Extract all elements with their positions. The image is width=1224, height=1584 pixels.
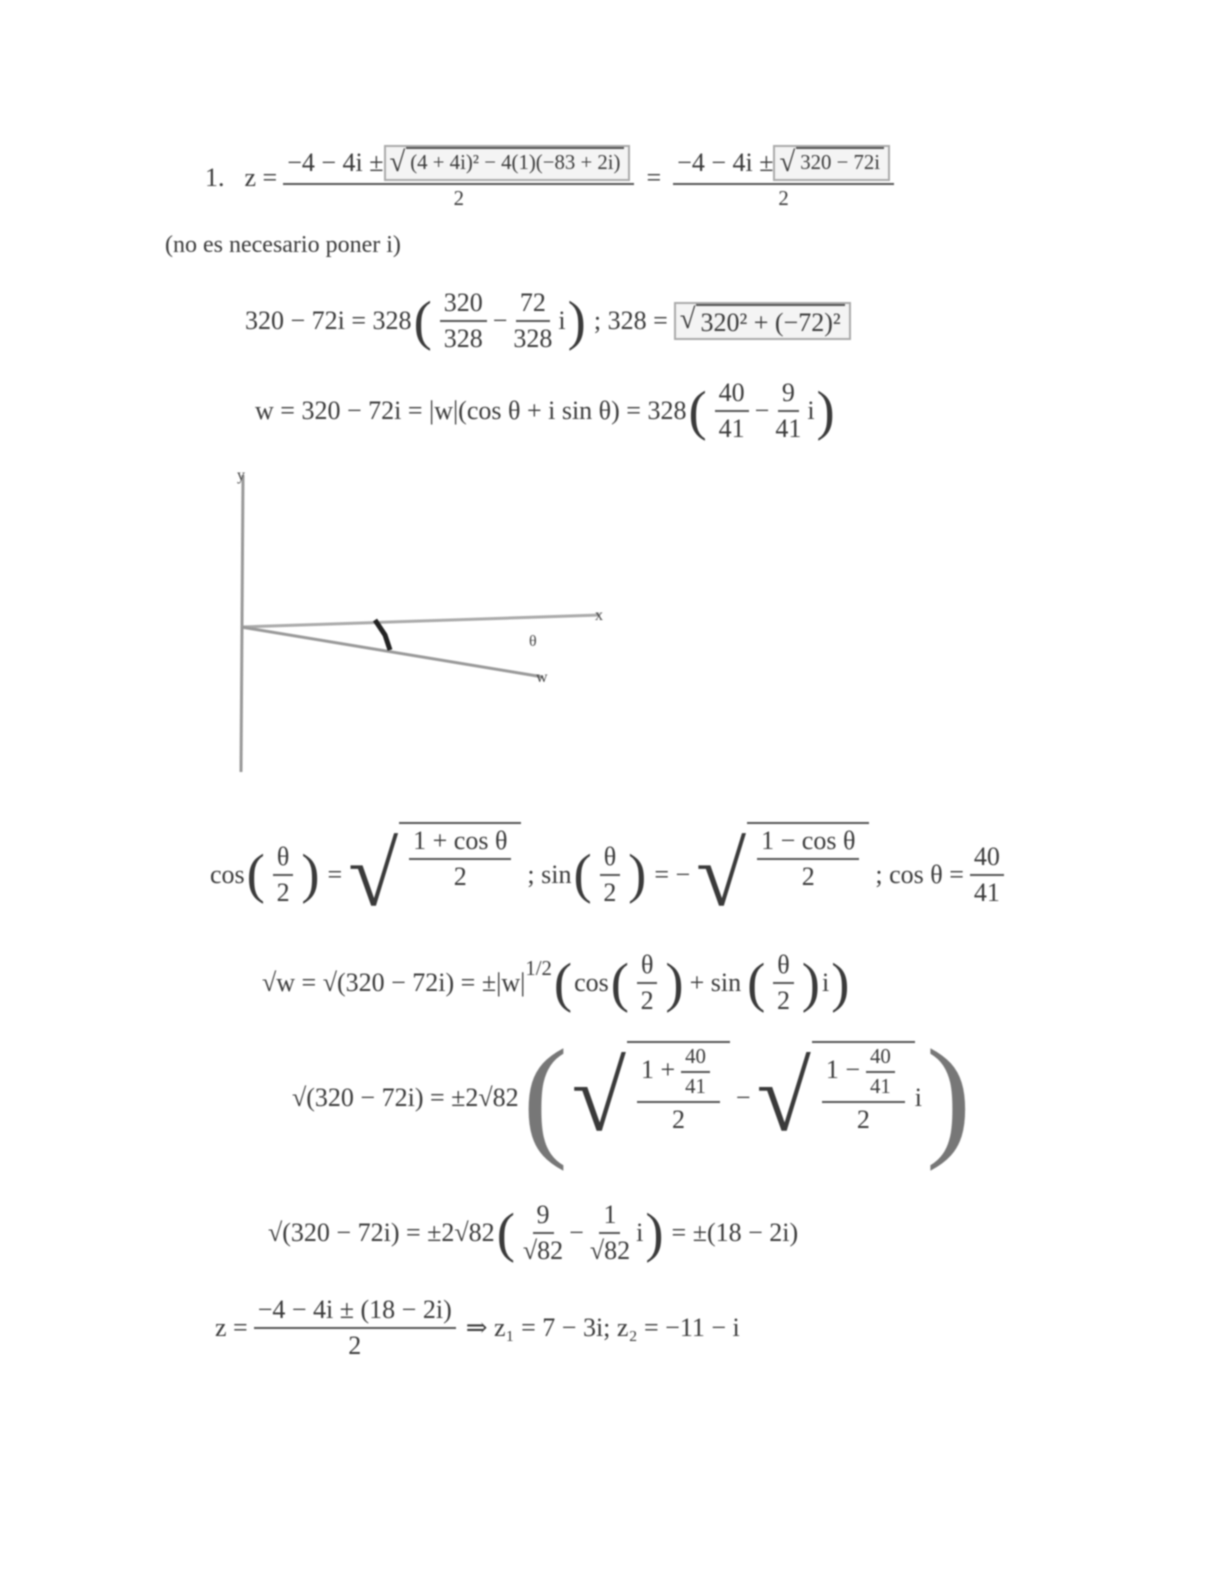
cos-label: cos: [574, 968, 609, 997]
eq-part: w = 320 − 72i = |w|(cos θ + i sin θ) = 328: [255, 396, 687, 425]
modulus-radicand: 320² + (−72)²: [696, 304, 844, 338]
equation-polar-form: 320 − 72i = 328 ( $\frac{320}{328}$ − $\frac{72}{328}$ i ) ; 328 = √ 320² + (−72)²: [245, 288, 851, 354]
y-axis: [241, 475, 243, 772]
cos-theta-eq: ; cos θ =: [875, 859, 964, 889]
fraction-1-sqrt82: $\frac{1}{√82}$: [589, 1200, 631, 1265]
equation-sqrt-result: √(320 − 72i) = ±2√82 ( $\frac{9}{√82}$ − $\frac{1}{√82}$ i ) = ±(18 − 2i): [268, 1200, 799, 1265]
radicand-2: 320 − 72i: [796, 147, 884, 179]
eq-lhs: z =: [244, 163, 278, 192]
solutions-text: ⇒ z₁ = 7 − 3i; z₂ = −11 − i: [465, 1313, 740, 1342]
fraction-40-41: $\frac{40}{41}$: [715, 378, 749, 444]
equals-sign: =: [327, 859, 343, 889]
equation-sqrt-expanded: √(320 − 72i) = ±2√82 ( √ 1 + $\frac{40}{41}$ 2 − √ 1 − $\frac{40}{41}$ 2 i ): [292, 1023, 972, 1172]
fraction-1: −4 − 4i ± √ (4 + 4i)² − 4(1)(−83 + 2i) 2: [283, 145, 634, 211]
theta-half-2: $\frac{\theta}{2}$: [773, 950, 793, 1016]
imag-unit: i: [807, 396, 815, 425]
nested-fraction-2: 1 − $\frac{40}{41}$ 2: [822, 1045, 905, 1135]
equation-half-angle: cos ( $\frac{\theta}{2}$ ) = √ $\frac{\text{1 + cos θ}}{2}$ ; sin ( $\frac{\theta}{2}$ ) = − √ $\frac{\text{1 − cos θ}}{2}$ ; cos θ = $\frac{40}{41}$: [210, 822, 1010, 927]
note-text: (no es necesario poner i): [165, 232, 401, 258]
plus-sin: + sin: [689, 968, 742, 997]
minus-sign: −: [754, 396, 770, 425]
eq-lhs: z =: [215, 1313, 248, 1342]
eq-part: √w = √(320 − 72i) = ±|w|: [262, 968, 526, 997]
fraction-72-328: $\frac{72}{328}$: [513, 288, 553, 353]
cos-label: cos: [210, 859, 245, 889]
imag-unit: i: [558, 306, 566, 335]
item-number: 1.: [205, 163, 225, 192]
eq-part: √(320 − 72i) = ±2√82: [292, 1082, 519, 1112]
vector-w: [241, 627, 543, 677]
eq-part: 320 − 72i = 328: [245, 306, 412, 335]
nested-fraction-1: 1 + $\frac{40}{41}$ 2: [637, 1045, 720, 1135]
x-axis: [241, 615, 600, 627]
equation-solutions: [215, 1295, 740, 1361]
x-axis-label: x: [595, 607, 603, 624]
fraction-9-sqrt82: $\frac{9}{√82}$: [522, 1200, 564, 1265]
imag-unit: i: [914, 1082, 923, 1112]
fraction-40-41: $\frac{40}{41}$: [970, 842, 1004, 908]
numerator-text-2: −4 − 4i ±: [677, 148, 774, 177]
minus-sign: −: [735, 1082, 751, 1112]
equation-w-trig: w = 320 − 72i = |w|(cos θ + i sin θ) = 328 ( $\frac{40}{41}$ − $\frac{9}{41}$ i ): [255, 378, 835, 443]
equals-minus: = −: [654, 859, 691, 889]
theta-label: θ: [529, 633, 537, 650]
radicand-1: (4 + 4i)² − 4(1)(−83 + 2i): [406, 147, 624, 179]
eq-result: = ±(18 − 2i): [671, 1218, 799, 1247]
radical-fraction-2: $\frac{\text{1 − cos θ}}{2}$: [757, 826, 859, 892]
radical-fraction-1: $\frac{\text{1 + cos θ}}{2}$: [409, 826, 511, 892]
w-point-label: w: [536, 669, 548, 686]
imag-unit: i: [821, 968, 830, 997]
theta-half-1: $\frac{\theta}{2}$: [637, 950, 657, 1016]
denominator-2: 2: [778, 187, 789, 210]
eq-part-modulus: ; 328 =: [593, 306, 668, 335]
denominator-1: 2: [453, 187, 465, 210]
minus-sign: −: [569, 1218, 584, 1247]
numerator-text: −4 − 4i ±: [287, 148, 384, 177]
equation-quadratic-formula: [205, 145, 900, 211]
theta-half-1: $\frac{\theta}{2}$: [273, 842, 293, 908]
fraction-2: −4 − 4i ± √ 320 − 72i 2: [673, 145, 894, 211]
fraction-solution: $\frac{-4 - 4i \pm (18 - 2i)}{2}$: [254, 1295, 456, 1361]
fraction-320-328: $\frac{320}{328}$: [440, 288, 487, 354]
angle-arc: [375, 620, 390, 650]
eq-part: √(320 − 72i) = ±2√82: [268, 1218, 495, 1247]
exponent: 1/2: [525, 957, 552, 980]
minus-sign: −: [492, 306, 508, 335]
theta-half-2: $\frac{\theta}{2}$: [600, 842, 620, 908]
imag-unit: i: [636, 1218, 644, 1247]
equation-sqrt-w: √w = √(320 − 72i) = ±|w| $^{1/2}$ ( cos ( $\frac{\theta}{2}$ ) + sin ( $\frac{\theta}{2}$ ) i ): [262, 950, 850, 1015]
y-axis-label: y: [237, 467, 245, 484]
argand-diagram: [225, 460, 625, 780]
fraction-9-41: $\frac{9}{41}$: [775, 378, 802, 443]
equals-sign: =: [646, 163, 662, 192]
sin-label: ; sin: [527, 859, 572, 889]
